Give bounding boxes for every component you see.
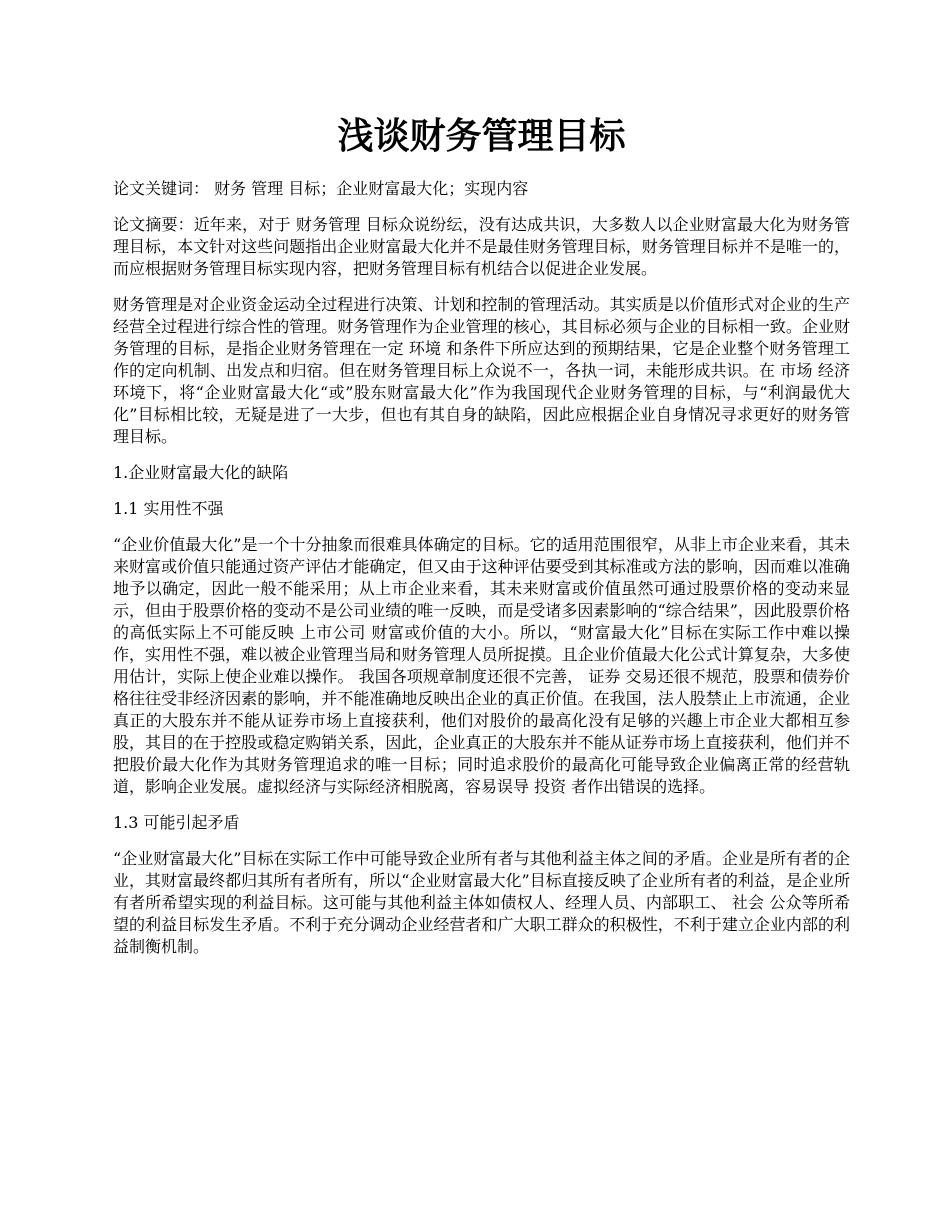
document-page: [113, 112, 850, 972]
section-heading-1-3: 1.3 可能引起矛盾: [113, 813, 240, 832]
section-heading-1-1: 1.1 实用性不强: [113, 499, 224, 518]
document-title: 浅谈财务管理目标: [337, 116, 626, 157]
section-1-3-paragraph: “企业财富最大化”目标在实际工作中可能导致企业所有者与其他利益主体之间的矛盾。企业是所有者的企业，其财富最终都归其所有者所有，所以“企业财富最大化”目标直接反映了企业所有者的利益，是企业所有者所希望实现的利益目标。这可能与其他利益主体如债权人、经理人员、内部职工、 社会 公众等所希望的利益目标发生矛盾。不利于充分调动企业经营者和广大职工群众的积极性，不利于建立企业内部的利益制衡机制。: [113, 849, 850, 956]
abstract-paragraph: 论文摘要：近年来，对于 财务管理 目标众说纷纭，没有达成共识，大多数人以企业财富最大化为财务管理目标，本文针对这些问题指出企业财富最大化并不是最佳财务管理目标，财务管理目标并不是唯一的，而应根据财务管理目标实现内容，把财务管理目标有机结合以促进企业发展。: [113, 215, 850, 278]
section-heading-1: 1.企业财富最大化的缺陷: [113, 463, 289, 482]
section-1-1-paragraph: “企业价值最大化”是一个十分抽象而很难具体确定的目标。它的适用范围很窄，从非上市企业来看，其未来财富或价值只能通过资产评估才能确定，但又由于这种评估要受到其标准或方法的影响，因而难以准确地予以确定，因此一般不能采用；从上市企业来看，其未来财富或价值虽然可通过股票价格的变动来显示，但由于股票价格的变动不是公司业绩的唯一反映，而是受诸多因素影响的“综合结果”，因此股票价格的高低实际上不可能反映 上市公司 财富或价值的大小。所以，“财富最大化”目标在实际工作中难以操作，实用性不强，难以被企业管理当局和财务管理人员所捉摸。且企业价值最大化公式计算复杂，大多使用估计，实际上使企业难以操作。 我国各项规章制度还很不完善， 证券 交易还很不规范，股票和债券价格往往受非经济因素的影响，并不能准确地反映出企业的真正价值。在我国，法人股禁止上市流通，企业真正的大股东并不能从证券市场上直接获利，他们对股价的最高化没有足够的兴趣上市企业大都相互参股，其目的在于控股或稳定购销关系，因此，企业真正的大股东并不能从证券市场上直接获利，他们并不把股价最大化作为其财务管理追求的唯一目标；同时追求股价的最高化可能导致企业偏离正常的经营轨道，影响企业发展。虚拟经济与实际经济相脱离，容易误导 投资 者作出错误的选择。: [113, 535, 850, 796]
intro-paragraph: 财务管理是对企业资金运动全过程进行决策、计划和控制的管理活动。其实质是以价值形式对企业的生产经营全过程进行综合性的管理。财务管理作为企业管理的核心，其目标必须与企业的目标相一致。企业财务管理的目标，是指企业财务管理在一定 环境 和条件下所应达到的预期结果，它是企业整个财务管理工作的定向机制、出发点和归宿。但在财务管理目标上众说不一，各执一词，未能形成共识。在 市场 经济 环境下，将“企业财富最大化“或”股东财富最大化”作为我国现代企业财务管理的目标，与“利润最优大化”目标相比较，无疑是进了一大步，但也有其自身的缺陷，因此应根据企业自身情况寻求更好的财务管理目标。: [113, 295, 850, 446]
keywords-line: 论文关键词： 财务 管理 目标；企业财富最大化；实现内容: [113, 179, 529, 198]
